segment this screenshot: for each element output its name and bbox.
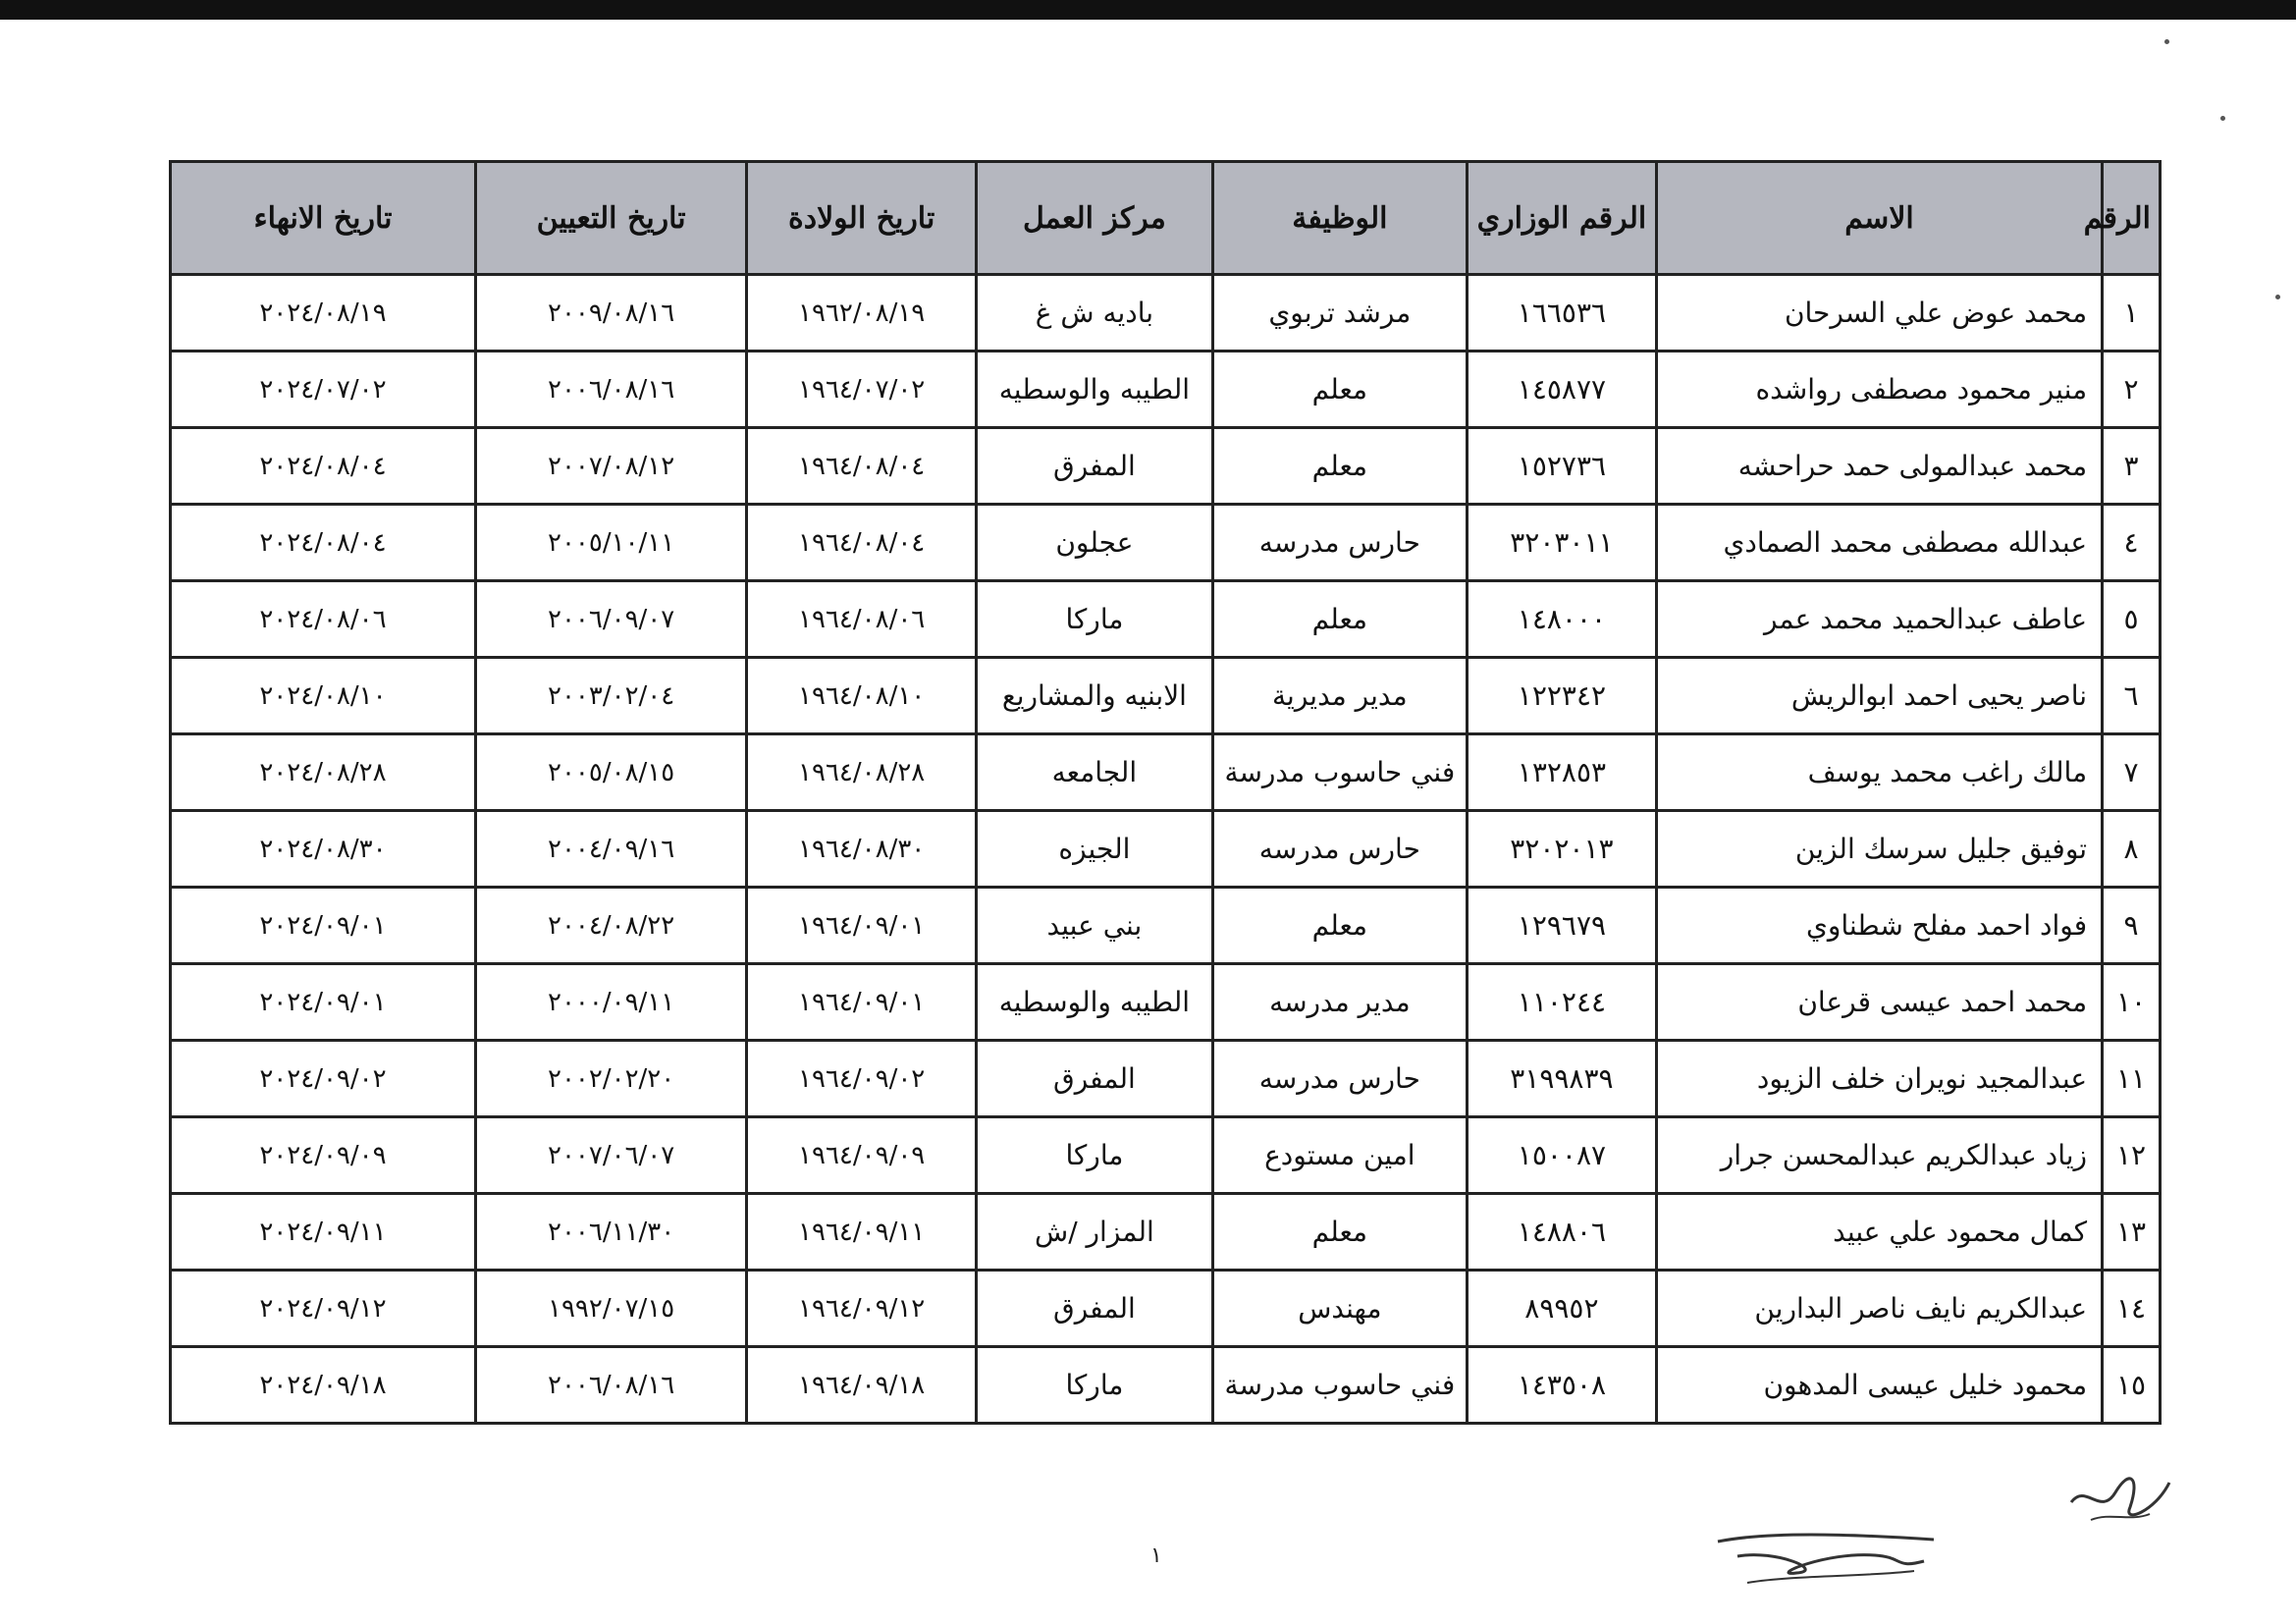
cell-name: محمد عبدالمولى حمد حراحشه — [1656, 428, 2102, 505]
cell-job: مدير مديرية — [1212, 658, 1467, 734]
cell-job: معلم — [1212, 352, 1467, 428]
table-row — [171, 581, 2161, 658]
cell-appointment-date: ٢٠٠٢/٠٢/٢٠ — [475, 1041, 746, 1117]
cell-name: عبدالله مصطفى محمد الصمادي — [1656, 505, 2102, 581]
cell-index: ١١ — [2103, 1041, 2161, 1117]
cell-appointment-date: ٢٠٠٧/٠٨/١٢ — [475, 428, 746, 505]
cell-end-date: ٢٠٢٤/٠٩/١٨ — [171, 1347, 476, 1424]
header-ministry-number: الرقم الوزاري — [1467, 162, 1656, 275]
cell-workplace: ماركا — [977, 1347, 1213, 1424]
table-row — [171, 1194, 2161, 1271]
cell-job: معلم — [1212, 581, 1467, 658]
cell-workplace: المفرق — [977, 1041, 1213, 1117]
cell-workplace: بني عبيد — [977, 888, 1213, 964]
cell-ministry-number: ٣١٩٩٨٣٩ — [1467, 1041, 1656, 1117]
cell-index: ٣ — [2103, 428, 2161, 505]
cell-birth-date: ١٩٦٤/٠٩/٠١ — [747, 964, 977, 1041]
cell-job: حارس مدرسه — [1212, 505, 1467, 581]
cell-name: فواد احمد مفلح شطناوي — [1656, 888, 2102, 964]
cell-workplace: المفرق — [977, 1271, 1213, 1347]
cell-index: ٥ — [2103, 581, 2161, 658]
cell-ministry-number: ١٢٢٣٤٢ — [1467, 658, 1656, 734]
header-end-date: تاريخ الانهاء — [171, 162, 476, 275]
cell-appointment-date: ٢٠٠٦/١١/٣٠ — [475, 1194, 746, 1271]
cell-index: ١٤ — [2103, 1271, 2161, 1347]
table-row — [171, 888, 2161, 964]
header-birth-date: تاريخ الولادة — [747, 162, 977, 275]
cell-ministry-number: ١٣٢٨٥٣ — [1467, 734, 1656, 811]
cell-birth-date: ١٩٦٤/٠٧/٠٢ — [747, 352, 977, 428]
cell-index: ٤ — [2103, 505, 2161, 581]
cell-end-date: ٢٠٢٤/٠٩/٠١ — [171, 888, 476, 964]
cell-appointment-date: ٢٠٠٥/٠٨/١٥ — [475, 734, 746, 811]
table-row — [171, 964, 2161, 1041]
table-row — [171, 658, 2161, 734]
cell-end-date: ٢٠٢٤/٠٨/٠٤ — [171, 428, 476, 505]
cell-end-date: ٢٠٢٤/٠٨/٠٤ — [171, 505, 476, 581]
cell-end-date: ٢٠٢٤/٠٨/١٩ — [171, 275, 476, 352]
table-row — [171, 1347, 2161, 1424]
cell-ministry-number: ٨٩٩٥٢ — [1467, 1271, 1656, 1347]
cell-job: معلم — [1212, 888, 1467, 964]
table-row — [171, 734, 2161, 811]
cell-name: زياد عبدالكريم عبدالمحسن جرار — [1656, 1117, 2102, 1194]
cell-workplace: المزار /ش — [977, 1194, 1213, 1271]
table-row — [171, 352, 2161, 428]
cell-name: كمال محمود علي عبيد — [1656, 1194, 2102, 1271]
cell-end-date: ٢٠٢٤/٠٩/٠٢ — [171, 1041, 476, 1117]
cell-end-date: ٢٠٢٤/٠٨/١٠ — [171, 658, 476, 734]
cell-name: عاطف عبدالحميد محمد عمر — [1656, 581, 2102, 658]
cell-ministry-number: ١٤٥٨٧٧ — [1467, 352, 1656, 428]
cell-index: ١ — [2103, 275, 2161, 352]
cell-workplace: ماركا — [977, 581, 1213, 658]
cell-name: محمد احمد عيسى قرعان — [1656, 964, 2102, 1041]
signature — [1708, 1512, 1963, 1600]
header-index: الرقم — [2103, 162, 2161, 275]
cell-job: مدير مدرسه — [1212, 964, 1467, 1041]
cell-index: ١٠ — [2103, 964, 2161, 1041]
table-row — [171, 275, 2161, 352]
cell-appointment-date: ١٩٩٢/٠٧/١٥ — [475, 1271, 746, 1347]
cell-birth-date: ١٩٦٤/٠٩/٠٩ — [747, 1117, 977, 1194]
header-job: الوظيفة — [1212, 162, 1467, 275]
cell-birth-date: ١٩٦٤/٠٩/٠١ — [747, 888, 977, 964]
cell-end-date: ٢٠٢٤/٠٩/١١ — [171, 1194, 476, 1271]
table-header-row — [171, 162, 2161, 275]
cell-birth-date: ١٩٦٤/٠٨/٣٠ — [747, 811, 977, 888]
cell-workplace: عجلون — [977, 505, 1213, 581]
cell-end-date: ٢٠٢٤/٠٩/٠٩ — [171, 1117, 476, 1194]
cell-appointment-date: ٢٠٠٥/١٠/١١ — [475, 505, 746, 581]
cell-ministry-number: ١٤٨٠٠٠ — [1467, 581, 1656, 658]
cell-job: امين مستودع — [1212, 1117, 1467, 1194]
cell-name: محمد عوض علي السرحان — [1656, 275, 2102, 352]
cell-birth-date: ١٩٦٤/٠٨/٢٨ — [747, 734, 977, 811]
table-row — [171, 428, 2161, 505]
table-row — [171, 1041, 2161, 1117]
cell-birth-date: ١٩٦٤/٠٨/٠٤ — [747, 505, 977, 581]
cell-index: ٢ — [2103, 352, 2161, 428]
cell-index: ٩ — [2103, 888, 2161, 964]
cell-job: مرشد تربوي — [1212, 275, 1467, 352]
cell-end-date: ٢٠٢٤/٠٨/٢٨ — [171, 734, 476, 811]
scan-speck — [2275, 295, 2280, 299]
header-workplace: مركز العمل — [977, 162, 1213, 275]
cell-appointment-date: ٢٠٠٠/٠٩/١١ — [475, 964, 746, 1041]
cell-name: منير محمود مصطفى رواشده — [1656, 352, 2102, 428]
cell-index: ١٥ — [2103, 1347, 2161, 1424]
cell-birth-date: ١٩٦٤/٠٩/١٢ — [747, 1271, 977, 1347]
cell-ministry-number: ١١٠٢٤٤ — [1467, 964, 1656, 1041]
cell-ministry-number: ١٦٦٥٣٦ — [1467, 275, 1656, 352]
cell-ministry-number: ١٥٢٧٣٦ — [1467, 428, 1656, 505]
cell-workplace: الطيبه والوسطيه — [977, 352, 1213, 428]
cell-workplace: ماركا — [977, 1117, 1213, 1194]
cell-job: فني حاسوب مدرسة — [1212, 734, 1467, 811]
cell-job: حارس مدرسه — [1212, 1041, 1467, 1117]
cell-appointment-date: ٢٠٠٣/٠٢/٠٤ — [475, 658, 746, 734]
cell-name: عبدالكريم نايف ناصر البدارين — [1656, 1271, 2102, 1347]
cell-workplace: المفرق — [977, 428, 1213, 505]
cell-birth-date: ١٩٦٤/٠٨/٠٦ — [747, 581, 977, 658]
cell-index: ٨ — [2103, 811, 2161, 888]
cell-appointment-date: ٢٠٠٦/٠٩/٠٧ — [475, 581, 746, 658]
header-name: الاسم — [1656, 162, 2102, 275]
cell-job: فني حاسوب مدرسة — [1212, 1347, 1467, 1424]
table-row — [171, 505, 2161, 581]
cell-birth-date: ١٩٦٤/٠٩/٠٢ — [747, 1041, 977, 1117]
cell-end-date: ٢٠٢٤/٠٩/٠١ — [171, 964, 476, 1041]
cell-birth-date: ١٩٦٤/٠٩/١١ — [747, 1194, 977, 1271]
cell-workplace: الطيبه والوسطيه — [977, 964, 1213, 1041]
handwritten-initials — [2061, 1463, 2179, 1532]
table-row — [171, 1117, 2161, 1194]
cell-name: مالك راغب محمد يوسف — [1656, 734, 2102, 811]
page-number: ١ — [1150, 1543, 1162, 1568]
cell-index: ٦ — [2103, 658, 2161, 734]
cell-birth-date: ١٩٦٤/٠٨/١٠ — [747, 658, 977, 734]
scan-speck — [2164, 39, 2169, 44]
cell-index: ١٢ — [2103, 1117, 2161, 1194]
cell-index: ٧ — [2103, 734, 2161, 811]
cell-workplace: الجيزه — [977, 811, 1213, 888]
cell-workplace: باديه ش غ — [977, 275, 1213, 352]
cell-ministry-number: ١٤٣٥٠٨ — [1467, 1347, 1656, 1424]
cell-job: معلم — [1212, 428, 1467, 505]
cell-workplace: الابنيه والمشاريع — [977, 658, 1213, 734]
table-row — [171, 1271, 2161, 1347]
cell-appointment-date: ٢٠٠٦/٠٨/١٦ — [475, 352, 746, 428]
cell-end-date: ٢٠٢٤/٠٨/٠٦ — [171, 581, 476, 658]
retirement-roster-table — [169, 160, 2162, 1425]
header-appointment-date: تاريخ التعيين — [475, 162, 746, 275]
cell-birth-date: ١٩٦٤/٠٩/١٨ — [747, 1347, 977, 1424]
cell-job: حارس مدرسه — [1212, 811, 1467, 888]
cell-ministry-number: ١٥٠٠٨٧ — [1467, 1117, 1656, 1194]
cell-ministry-number: ١٢٩٦٧٩ — [1467, 888, 1656, 964]
scan-speck — [2220, 116, 2225, 121]
cell-appointment-date: ٢٠٠٤/٠٨/٢٢ — [475, 888, 746, 964]
cell-birth-date: ١٩٦٤/٠٨/٠٤ — [747, 428, 977, 505]
cell-ministry-number: ١٤٨٨٠٦ — [1467, 1194, 1656, 1271]
cell-end-date: ٢٠٢٤/٠٨/٣٠ — [171, 811, 476, 888]
scan-top-edge — [0, 0, 2296, 20]
cell-appointment-date: ٢٠٠٤/٠٩/١٦ — [475, 811, 746, 888]
cell-name: عبدالمجيد نويران خلف الزيود — [1656, 1041, 2102, 1117]
cell-workplace: الجامعه — [977, 734, 1213, 811]
cell-appointment-date: ٢٠٠٧/٠٦/٠٧ — [475, 1117, 746, 1194]
cell-end-date: ٢٠٢٤/٠٧/٠٢ — [171, 352, 476, 428]
table-body — [171, 275, 2161, 1424]
cell-ministry-number: ٣٢٠٣٠١١ — [1467, 505, 1656, 581]
table-row — [171, 811, 2161, 888]
cell-name: محمود خليل عيسى المدهون — [1656, 1347, 2102, 1424]
cell-appointment-date: ٢٠٠٩/٠٨/١٦ — [475, 275, 746, 352]
cell-name: ناصر يحيى احمد ابوالريش — [1656, 658, 2102, 734]
cell-index: ١٣ — [2103, 1194, 2161, 1271]
cell-job: مهندس — [1212, 1271, 1467, 1347]
cell-birth-date: ١٩٦٢/٠٨/١٩ — [747, 275, 977, 352]
cell-end-date: ٢٠٢٤/٠٩/١٢ — [171, 1271, 476, 1347]
cell-job: معلم — [1212, 1194, 1467, 1271]
cell-name: توفيق جليل سرسك الزين — [1656, 811, 2102, 888]
cell-appointment-date: ٢٠٠٦/٠٨/١٦ — [475, 1347, 746, 1424]
cell-ministry-number: ٣٢٠٢٠١٣ — [1467, 811, 1656, 888]
